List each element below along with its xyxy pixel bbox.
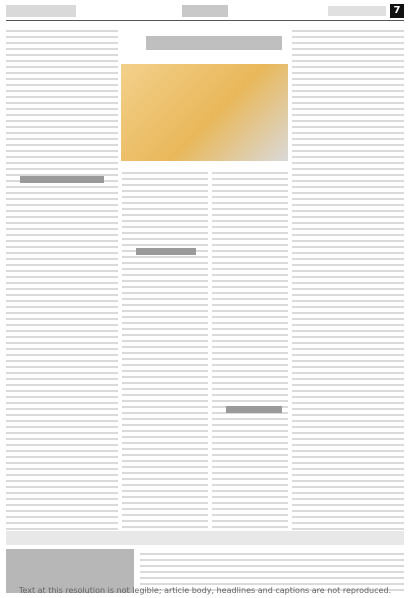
subhead bbox=[20, 176, 104, 183]
article-column-2 bbox=[122, 168, 208, 530]
hero-image bbox=[121, 64, 288, 161]
article-column-3 bbox=[212, 168, 288, 530]
masthead-logo bbox=[6, 5, 76, 17]
subhead bbox=[136, 248, 196, 255]
header-rule bbox=[6, 20, 404, 21]
lead-headline bbox=[146, 36, 282, 50]
subhead bbox=[226, 406, 282, 413]
bottom-article-headline bbox=[6, 531, 404, 545]
legibility-notice: Text at this resolution is not legible; article body, headlines and captions are not reproduced. bbox=[18, 586, 392, 595]
section-label bbox=[182, 5, 228, 17]
page-number: 7 bbox=[390, 4, 404, 18]
issue-date bbox=[328, 6, 386, 16]
article-column-4 bbox=[292, 26, 404, 530]
article-column-1 bbox=[6, 26, 118, 530]
